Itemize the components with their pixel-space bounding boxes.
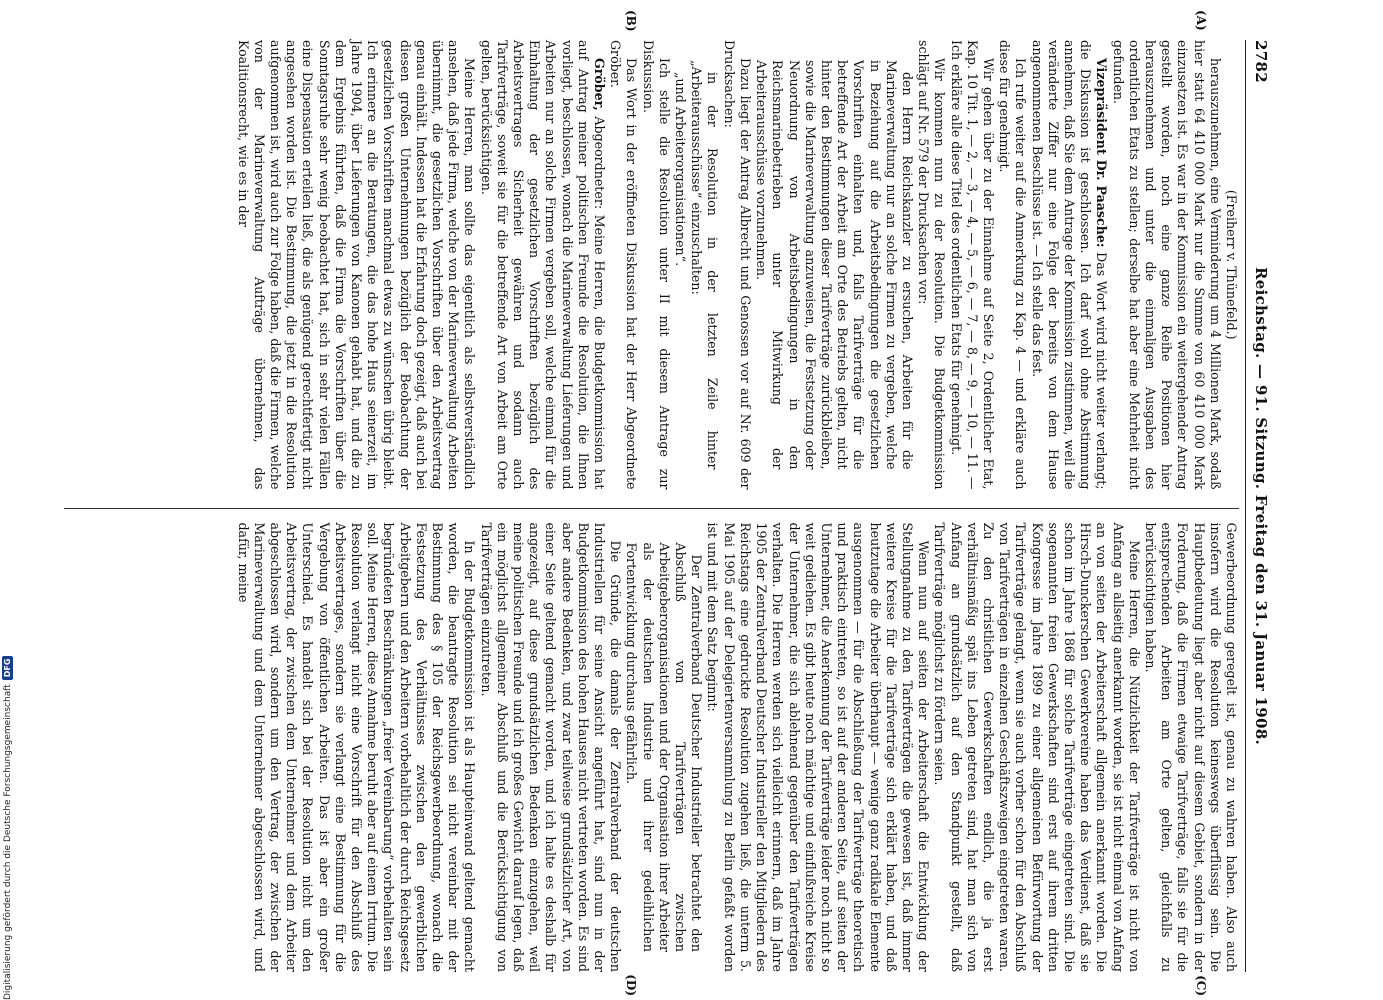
speech-text: Abgeordneter: Meine Herren, die Budgetkommission hat auf Antrag meiner politischen Freunde die Resolution, die Ihnen vorliegt, beschlossen, wonach die Marineverwaltung Lieferungen und Arbeiten nur an solche Firmen vergeben soll, welche einmal für die Einhaltung der gesetzlichen Vorschriften bezüglich des Arbeitsvertrages Sicherheit gewähren und sodann auch Tarifverträge, soweit sie für die betreffende Art von Arbeit am Orte gelten, berücksichtigen. (478, 40, 608, 490)
speaker-name: Gröber, (592, 58, 608, 111)
speaker-reference: (Freiherr v. Thünefeld.) (1224, 189, 1239, 340)
paragraph: Das Wort in der eröffneten Diskussion hat der Herr Abgeordnete Gröber. (608, 40, 640, 490)
left-column (64, 10, 1239, 490)
margin-mark-d: (D) (624, 974, 638, 996)
paragraph: Die Gründe, die damals der Zentralverband der deutschen Industriellen für seine Ansicht angeführt hat, sind nun in der Budgetkommission des hohen Hauses nicht vertreten worden. Es sind aber andere Bedenken, und zwar teilweise grundsätzlicher Art, von einer Seite geltend gemacht worden, und ich halte es deshalb für angezeigt, auf diese grundsätzlichen Bedenken einzugehen, weil meine politischen Freunde und ich großes Gewicht darauf legen, daß ein möglichst allgemeiner Abschluß und die Berücksichtigung von Tarifverträgen einzutreten. (478, 522, 624, 972)
paragraph: Dazu liegt der Antrag Albrecht und Genossen vor auf Nr. 609 der Drucksachen: (721, 40, 753, 490)
quoted-text: den Herrn Reichskanzler zu ersuchen, Arbeiten für die Marineverwaltung nur an solche Firmen zu vergeben, welche in Beziehung auf die Arbeitsbedingungen die gesetzlichen Vorschriften einhalten und, falls Tarifverträge für die betreffende Art der Arbeit am Orte des Betriebs gelten, nicht hinter den Bestimmungen dieser Tarifverträge zurückbleiben, sowie die Marineverwaltung anzuweisen, die Festsetzung oder Neuordnung von Arbeitsbedingungen in den Reichsmarinebetrieben unter Mitwirkung der Arbeiterausschüsse vorzunehmen. (754, 60, 915, 470)
paragraph: Ich rufe weiter auf die Anmerkung zu Kap. 4 — und erkläre auch diese für genehmigt. (997, 40, 1029, 490)
paragraph: Ich stelle die Resolution unter II mit diesem Antrage zur Diskussion. (640, 40, 672, 490)
paragraph: Gewerbeordnung geregelt ist, genau zu wahren haben. Also auch insofern wird die Resolution keineswegs überflüssig sein. Die Hauptbedeutung liegt aber nicht auf diesem Gebiet, sondern in der Forderung, daß die Firmen etwaige Tarifverträge, falls sie für die entsprechenden Arbeiten am Orte gelten, gleichfalls zu berücksichtigen haben. (1142, 522, 1239, 972)
paragraph: Wenn nun auf seiten der Arbeiterschaft die Entwicklung der Stellungnahme zu den Tarifverträgen die gewesen ist, daß immer weitere Kreise für die Tarifverträge sich erklärt haben, und daß heutzutage die Arbeiter überhaupt — wenige ganz radikale Elemente ausgenommen — für die Abschließung der Tarifverträge theoretisch und praktisch eintreten, so ist auf der anderen Seite, auf seiten der Unternehmer, die Anerkennung der Tarifverträge leider noch nicht so weit gediehen. Es gibt heute noch mächtige und einflußreiche Kreise der Unternehmer, die sich ablehnend gegenüber den Tarifverträgen verhalten. Die Herren werden sich vielleicht erinnern, daß im Jahre 1905 der Zentralverband Deutscher Industrieller den Mitgliedern des Reichstags eine gedruckte Resolution zugehen ließ, die unterm 5. Mai 1905 auf der Delegiertenversammlung zu Berlin gefaßt worden ist und mit dem Satz beginnt: (705, 522, 932, 972)
quoted-text: „und Arbeiterorganisationen“. (673, 72, 689, 267)
margin-mark-b: (B) (624, 10, 638, 32)
paragraph: Meine Herren, man sollte das eigentlich als selbstverständlich ansehen, daß jede Firma, welche von der Marineverwaltung Arbeiten übernimmt, die gesetzlichen Vorschriften über den Arbeitsvertrag genau einhält. Indessen hat die Erfahrung doch gezeigt, daß auch bei diesen großen Unternehmungen bezüglich der Beobachtung der gesetzlichen Vorschriften manchmal etwas zu wünschen übrig bleibt. Ich erinnere an die Beratungen, die das hohe Haus seinerzeit, im Jahre 1904, über Lieferungen von Kanonen gehabt hat, und die zu dem Ergebnis führten, daß die Firma die Vorschriften über die Sonntagsruhe sehr wenig beobachtet hat, sich in sehr vielen Fällen eine Dispensation erteilen ließ, die als genügend gerechtfertigt nicht angesehen worden ist. Die Bestimmung, die jetzt in die Resolution aufgenommen ist, wird auch zur Folge haben, daß die Firmen, welche von der Marineverwaltung Aufträge übernehmen, das Koalitionsrecht, wie es in der (235, 40, 478, 490)
paragraph: Meine Herren, die Nützlichkeit der Tarifverträge ist nicht von Anfang an allseitig anerkannt worden, sie ist nicht einmal von Anfang an von seiten der Arbeiterschaft allgemein anerkannt worden. Die Hirsch-Dunckerschen Gewerkvereine haben das Verdienst, daß sie schon im Jahre 1868 für solche Tarifverträge eingetreten sind. Die sogenannten freien Gewerkschaften sind erst auf ihrem dritten Kongresse im Jahre 1899 zu einer allgemeinen Befürwortung der Tarifverträge gelangt, wenn sie auch vorher schon für den Abschluß von Tarifverträgen in einzelnen Geschäftszweigen eingetreten waren. Zu den christlichen Gewerkschaften endlich, die ja erst verhältnismäßig spät ins Leben getreten sind, hat man sich von Anfang an grundsätzlich auf den Standpunkt gestellt, daß Tarifverträge möglichst zu fördern seien. (932, 522, 1142, 972)
right-column (64, 508, 1239, 996)
speech-paragraph (1028, 40, 1109, 490)
paragraph: In der Budgetkommission ist als Haupteinwand geltend gemacht worden, die beantragte Resolution sei nicht vereinbar mit der Bestimmung des § 105 der Reichsgewerbeordnung, wonach die Festsetzung des Verhältnisses zwischen den gewerblichen Arbeitgebern und den Arbeitern vorbehaltlich der durch Reichsgesetz begründeten Beschränkungen „freier Vereinbarung“ vorbehalten sein soll. Meine Herren, diese Annahme beruht aber auf einem Irrtum. Die Resolution verlangt nicht eine Vorschrift für den Abschluß des Arbeitsvertrages, sondern sie verlangt eine Bestimmung für die Vergebung von öffentlichen Arbeiten. Das ist aber ein großer Unterschied. Es handelt sich bei der Resolution nicht um den Arbeitsvertrag, der zwischen dem Unternehmer und dem Arbeiter abgeschlossen wird, sondern um den Vertrag, der zwischen der Marineverwaltung und dem Unternehmer abgeschlossen wird, und dafür, meine (235, 522, 478, 972)
speech-paragraph (477, 40, 607, 490)
margin-mark-a: (A) (1194, 10, 1208, 31)
quoted-text: Der Zentralverband Deutscher Industrieller betrachtet den Abschluß von Tarifverträgen zwischen Arbeitgeberorganisationen und der Organisation ihrer Arbeiter als der deutschen Industrie und ihrer gedeihlichen Fortentwicklung durchaus gefährlich. (624, 542, 705, 952)
paragraph: Wir gehen über zu der Einnahme auf Seite 2, Ordentlicher Etat, Kap. 10 Tit. 1, — 2, — 3, — 4, — 5, — 6, — 7, — 8, — 9, — 10, — 11. — Ich erkläre alle diese Titel des ordentlichen Etats für genehmigt. (948, 40, 996, 490)
speaker-name: Vizepräsident Dr. Paasche: (1094, 58, 1110, 248)
rotated-page (60, 0, 1290, 1000)
dfg-logo: DFG (2, 656, 13, 681)
margin-mark-c: (C) (1194, 975, 1208, 996)
page-header (1245, 40, 1272, 972)
funding-credit: Digitalisierung gefördert durch die Deutsche Forschungsgemeinschaft (2, 684, 13, 1000)
page-number: 2782 (1252, 40, 1270, 83)
paragraph: herauszunehmen, eine Verminderung um 4 Millionen Mark, sodaß hier statt 64 410 000 Mark nur die Summe von 60 410 000 Mark einzusetzen ist. Es war in der Kommission ein weitergehender Antrag gestellt worden, noch eine ganze Reihe Positionen hier herauszunehmen und unter die einmaligen Ausgaben des ordentlichen Etats zu stellen; derselbe hat aber eine Mehrheit nicht gefunden. (1110, 40, 1223, 490)
quoted-text: in der Resolution in der letzten Zeile hinter „Arbeiterausschüsse“ einzuschalten: (689, 60, 721, 470)
text-columns (64, 10, 1239, 996)
paragraph: Wir kommen nun zu der Resolution. Die Budgetkommission schlägt auf Nr. 579 der Drucksachen vor: (916, 40, 948, 490)
running-title: Reichstag. — 91. Sitzung. Freitag den 31. Januar 1908. (1252, 266, 1270, 746)
speech-text: Das Wort wird nicht weiter verlangt; die Diskussion ist geschlossen. Ich darf wohl ohne Abstimmung annehmen, daß Sie dem Antrage der Kommission zustimmen, weil die veränderte Ziffer nur eine Folge der bereits von dem Hause angenommenen Beschlüsse ist. — Ich stelle das fest. (1029, 40, 1110, 490)
